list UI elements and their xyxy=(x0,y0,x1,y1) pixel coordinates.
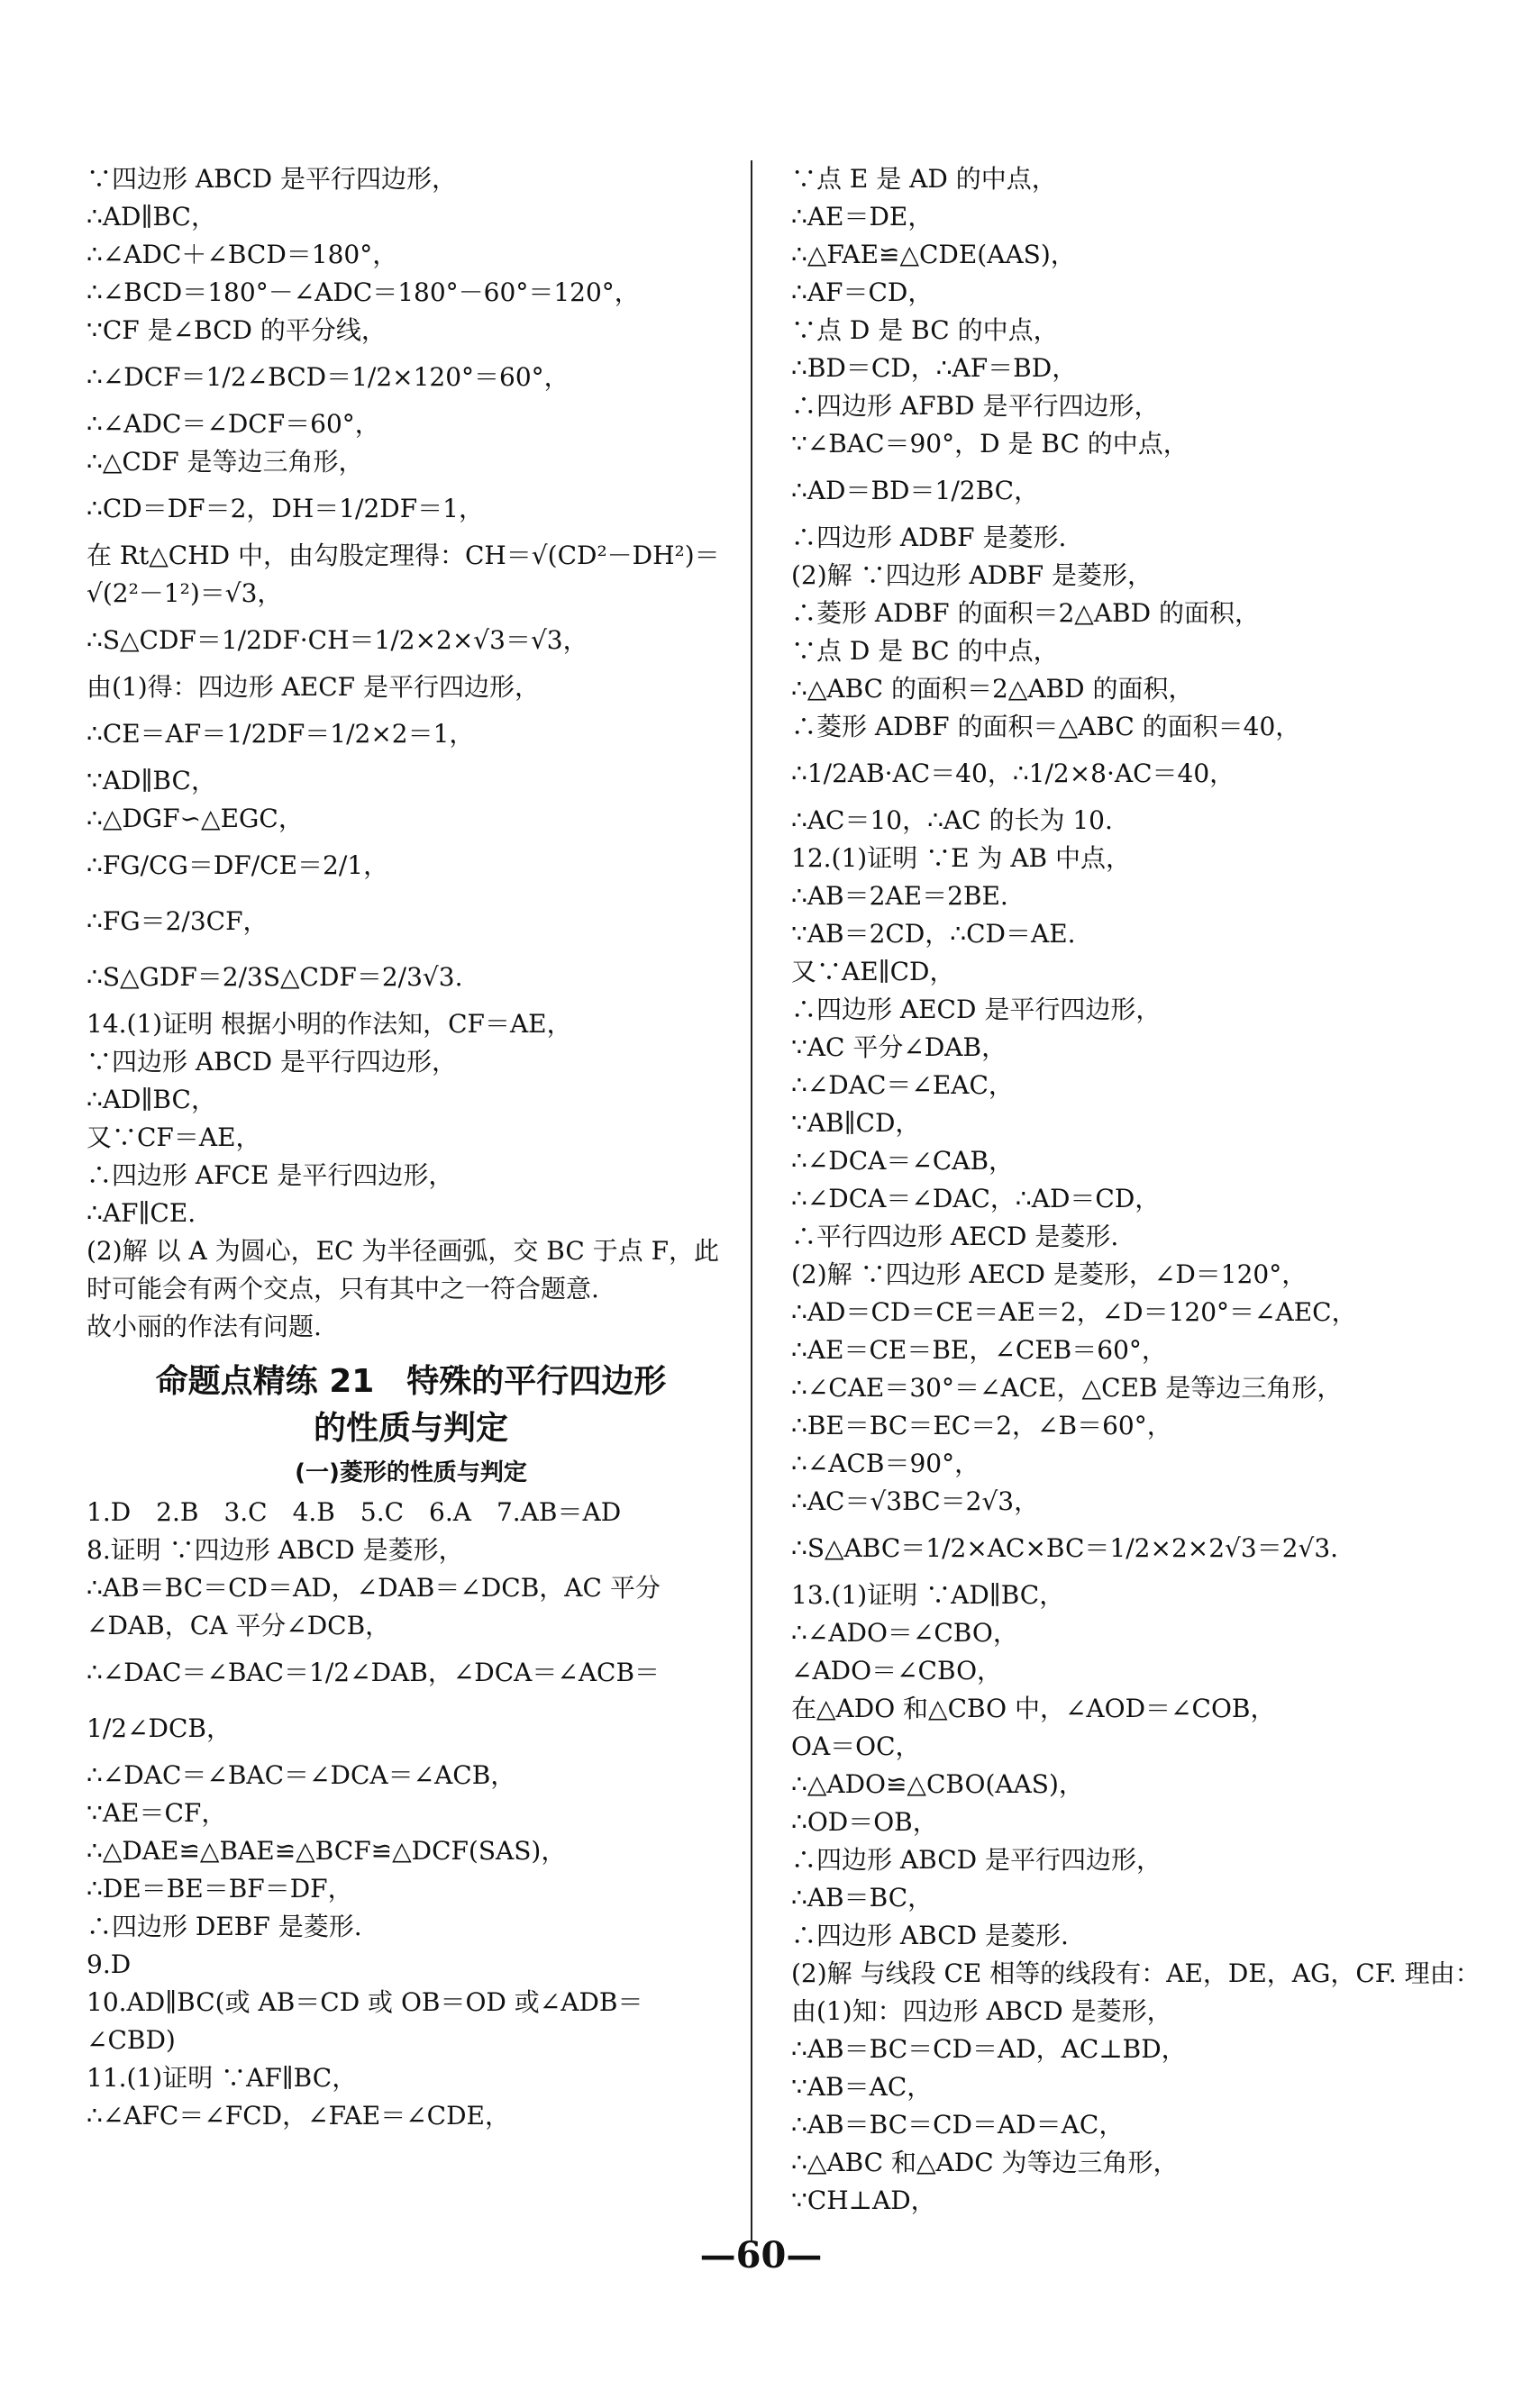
text-line: ∴AD＝BD＝1/2BC， xyxy=(791,476,1040,505)
text-line: (2)解 与线段 CE 相等的线段有：AE，DE，AG，CF. 理由： xyxy=(791,1958,1481,1988)
text-line: ∠CBD) xyxy=(87,2025,176,2055)
text-line: 由(1)知：四边形 ABCD 是菱形， xyxy=(791,1996,1172,2026)
text-line: ∴∠DCF＝1/2∠BCD＝1/2×120°＝60°， xyxy=(87,362,570,392)
text-line: ∴AD∥BC， xyxy=(87,202,216,232)
text-line: ∴DE＝BE＝BF＝DF， xyxy=(87,1874,353,1904)
text-line: 11.(1)证明 ∵AF∥BC， xyxy=(87,2063,358,2093)
text-line: ∴AD＝CD＝CE＝AE＝2，∠D＝120°＝∠AEC， xyxy=(791,1297,1357,1327)
text-line: ∴AB＝BC＝CD＝AD，AC⊥BD， xyxy=(791,2034,1187,2064)
text-line: ∴菱形 ADBF 的面积＝2△ABD 的面积， xyxy=(791,598,1260,628)
text-line: 9.D xyxy=(87,1949,132,1979)
text-line: ∵AB∥CD， xyxy=(791,1108,921,1138)
left-text-block-2 xyxy=(87,1494,735,2135)
text-line: ∴CE＝AF＝1/2DF＝1/2×2＝1， xyxy=(87,719,475,749)
text-line: 时可能会有两个交点，只有其中之一符合题意. xyxy=(87,1274,599,1304)
column-divider xyxy=(751,160,752,2241)
subsection-title: (一)菱形的性质与判定 xyxy=(295,1459,527,1486)
text-line: ∴S△ABC＝1/2×AC×BC＝1/2×2×2√3＝2√3. xyxy=(791,1533,1339,1563)
left-column xyxy=(87,160,735,2135)
text-line: ∴OD＝OB， xyxy=(791,1807,938,1837)
text-line: 8.证明 ∵四边形 ABCD 是菱形， xyxy=(87,1535,464,1565)
text-line: ∴△ABC 和△ADC 为等边三角形， xyxy=(791,2148,1179,2177)
text-line: √(2²－1²)＝√3， xyxy=(87,578,283,608)
text-line: ∵点 E 是 AD 的中点， xyxy=(791,164,1057,194)
text-line: ∵AB＝2CD，∴CD＝AE. xyxy=(791,919,1076,949)
text-line: ∴△ADO≌△CBO(AAS)， xyxy=(791,1769,1084,1799)
text-line: ∵AE＝CF， xyxy=(87,1798,227,1828)
text-line: ∴四边形 AECD 是平行四边形， xyxy=(791,995,1162,1024)
text-line: ∴平行四边形 AECD 是菱形. xyxy=(791,1222,1119,1251)
text-line: ∵∠BAC＝90°，D 是 BC 的中点， xyxy=(791,429,1189,459)
text-line: ∴AB＝BC， xyxy=(791,1883,934,1913)
text-line: ∴四边形 AFCE 是平行四边形， xyxy=(87,1160,454,1190)
section-title-line-1: 命题点精练 21 特殊的平行四边形 xyxy=(155,1363,667,1400)
text-line: (2)解 以 A 为圆心，EC 为半径画弧，交 BC 于点 F，此 xyxy=(87,1236,719,1266)
text-line: ∴∠DAC＝∠BAC＝∠DCA＝∠ACB， xyxy=(87,1760,516,1790)
text-line: ∴AB＝BC＝CD＝AD＝AC， xyxy=(791,2110,1125,2140)
text-line: ∴AE＝DE， xyxy=(791,202,934,232)
text-line: ∴△CDF 是等边三角形， xyxy=(87,447,364,477)
text-line: ∴S△GDF＝2/3S△CDF＝2/3√3. xyxy=(87,962,463,992)
text-line: ∴∠CAE＝30°＝∠ACE，△CEB 是等边三角形， xyxy=(791,1373,1343,1403)
text-line: ∵AB＝AC， xyxy=(791,2072,933,2102)
text-line: ∴CD＝DF＝2，DH＝1/2DF＝1， xyxy=(87,494,485,523)
text-line: ∵AD∥BC， xyxy=(87,766,216,795)
text-line: ∵AC 平分∠DAB， xyxy=(791,1032,1007,1062)
text-line: 10.AD∥BC(或 AB＝CD 或 OB＝OD 或∠ADB＝ xyxy=(87,1987,643,2017)
text-line: ∴∠DCA＝∠DAC，∴AD＝CD， xyxy=(791,1184,1161,1213)
text-line: ∴四边形 ADBF 是菱形. xyxy=(791,522,1067,552)
text-line: ∵点 D 是 BC 的中点， xyxy=(791,315,1059,345)
text-line: ∴△FAE≌△CDE(AAS)， xyxy=(791,240,1076,269)
right-column xyxy=(791,160,1481,2220)
text-line: (2)解 ∵四边形 AECD 是菱形，∠D＝120°， xyxy=(791,1259,1308,1289)
text-line: ∴AB＝2AE＝2BE. xyxy=(791,881,1008,911)
text-line: ∴△ABC 的面积＝2△ABD 的面积， xyxy=(791,674,1194,704)
text-line: 在△ADO 和△CBO 中，∠AOD＝∠COB， xyxy=(791,1694,1276,1723)
text-line: ∴∠ADC＋∠BCD＝180°， xyxy=(87,240,398,269)
page-number: —60— xyxy=(699,2234,823,2276)
text-line: (2)解 ∵四边形 ADBF 是菱形， xyxy=(791,560,1153,590)
text-line: ∴△DAE≌△BAE≌△BCF≌△DCF(SAS)， xyxy=(87,1836,567,1866)
text-line: ∴FG＝2/3CF， xyxy=(87,906,269,936)
text-line: 1.D 2.B 3.C 4.B 5.C 6.A 7.AB＝AD xyxy=(87,1497,622,1527)
text-line: ∴AF＝CD， xyxy=(791,277,934,307)
text-line: ∵点 D 是 BC 的中点， xyxy=(791,636,1059,666)
text-line: ∴四边形 DEBF 是菱形. xyxy=(87,1912,362,1941)
right-text-block xyxy=(791,160,1481,2220)
text-line: OA＝OC， xyxy=(791,1731,921,1761)
text-line: ∵四边形 ABCD 是平行四边形， xyxy=(87,1047,457,1077)
text-line: ∵四边形 ABCD 是平行四边形， xyxy=(87,164,457,194)
text-line: ∵CF 是∠BCD 的平分线， xyxy=(87,315,387,345)
text-line: ∴∠BCD＝180°－∠ADC＝180°－60°＝120°， xyxy=(87,277,640,307)
text-line: ∵CH⊥AD， xyxy=(791,2185,936,2215)
text-line: ∴AB＝BC＝CD＝AD，∠DAB＝∠DCB，AC 平分 xyxy=(87,1573,661,1603)
text-line: ∴∠AFC＝∠FCD，∠FAE＝∠CDE， xyxy=(87,2101,510,2131)
text-line: 在 Rt△CHD 中，由勾股定理得：CH＝√(CD²－DH²)＝ xyxy=(87,541,720,570)
text-line: ∴AD∥BC， xyxy=(87,1085,216,1114)
text-line: ∴∠DAC＝∠EAC， xyxy=(791,1070,1014,1100)
text-line: ∴BE＝BC＝EC＝2，∠B＝60°， xyxy=(791,1411,1172,1440)
text-line: 由(1)得：四边形 AECF 是平行四边形， xyxy=(87,672,540,702)
text-line: ∴四边形 ABCD 是菱形. xyxy=(791,1921,1069,1950)
text-line: ∴∠ACB＝90°， xyxy=(791,1449,980,1478)
text-line: ∴AC＝10，∴AC 的长为 10. xyxy=(791,805,1113,835)
text-line: 14.(1)证明 根据小明的作法知，CF＝AE， xyxy=(87,1009,572,1039)
text-line: ∴1/2AB·AC＝40，∴1/2×8·AC＝40， xyxy=(791,759,1235,788)
text-line: ∴AE＝CE＝BE，∠CEB＝60°， xyxy=(791,1335,1167,1365)
text-line: ∠DAB，CA 平分∠DCB， xyxy=(87,1611,391,1640)
text-line: 故小丽的作法有问题. xyxy=(87,1312,322,1341)
text-line: ∴∠DCA＝∠CAB， xyxy=(791,1146,1015,1176)
text-line: ∴∠ADC＝∠DCF＝60°， xyxy=(87,409,380,439)
text-line: ∴BD＝CD，∴AF＝BD， xyxy=(791,353,1078,383)
text-line: ∴菱形 ADBF 的面积＝△ABC 的面积＝40， xyxy=(791,712,1301,741)
text-line: 又∵CF＝AE， xyxy=(87,1122,261,1152)
text-line: ∠ADO＝∠CBO， xyxy=(791,1656,1003,1686)
text-line: ∴△DGF∽△EGC， xyxy=(87,804,304,833)
text-line: 13.(1)证明 ∵AD∥BC， xyxy=(791,1580,1065,1610)
section-title-line-2: 的性质与判定 xyxy=(313,1410,508,1447)
text-line: ∴S△CDF＝1/2DF·CH＝1/2×2×√3＝√3， xyxy=(87,625,588,655)
text-line: ∴AC＝√3BC＝2√3， xyxy=(791,1486,1040,1516)
text-line: 12.(1)证明 ∵E 为 AB 中点， xyxy=(791,843,1132,873)
text-line: 又∵AE∥CD， xyxy=(791,957,955,986)
text-line: 1/2∠DCB， xyxy=(87,1713,232,1743)
text-line: ∴AF∥CE. xyxy=(87,1198,196,1228)
text-line: ∴∠ADO＝∠CBO， xyxy=(791,1618,1018,1648)
text-line: ∴FG/CG＝DF/CE＝2/1， xyxy=(87,850,389,880)
text-line: ∴四边形 AFBD 是平行四边形， xyxy=(791,391,1160,421)
text-line: ∴∠DAC＝∠BAC＝1/2∠DAB，∠DCA＝∠ACB＝ xyxy=(87,1658,661,1687)
left-text-block-1 xyxy=(87,160,735,1346)
text-line: ∴四边形 ABCD 是平行四边形， xyxy=(791,1845,1162,1875)
